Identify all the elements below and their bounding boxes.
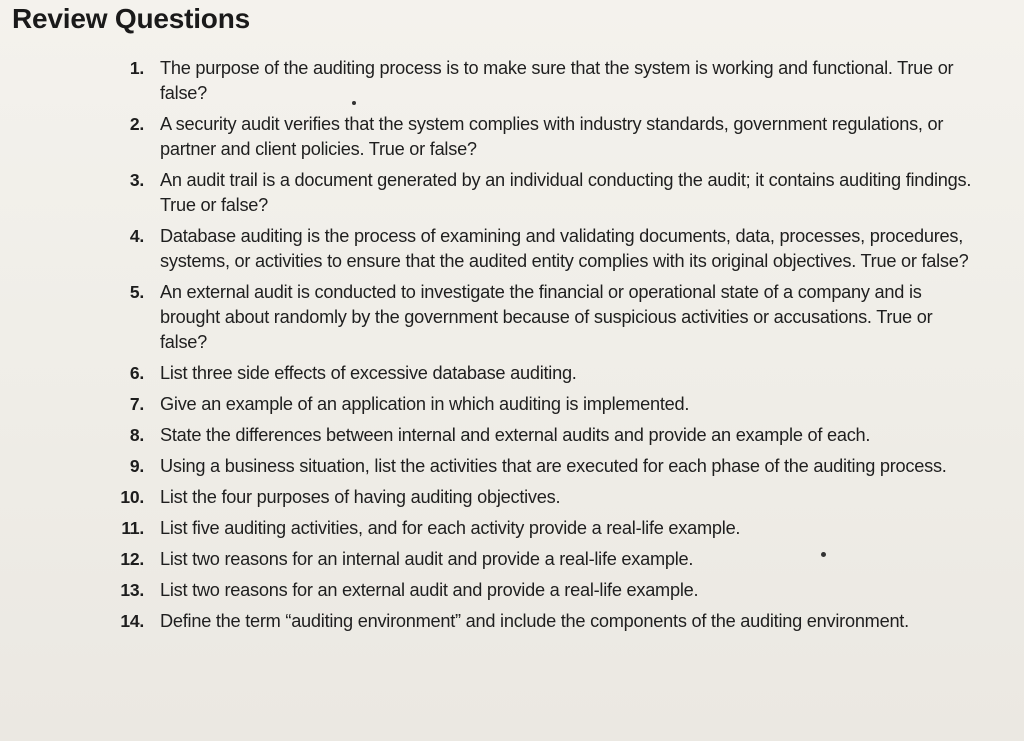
question-text: List the four purposes of having auditing objectives. bbox=[160, 487, 561, 507]
question-item bbox=[100, 454, 990, 479]
question-number: 9. bbox=[129, 456, 144, 476]
question-item bbox=[100, 224, 990, 274]
question-text: List two reasons for an external audit and provide a real-life example. bbox=[160, 580, 699, 600]
question-text: An audit trail is a document generated by an individual conducting the audit; it contains auditing findings. True or false? bbox=[160, 170, 972, 215]
question-item bbox=[100, 361, 990, 386]
question-number: 2. bbox=[129, 114, 144, 134]
question-text: State the differences between internal and external audits and provide an example of each. bbox=[160, 425, 871, 445]
question-item bbox=[100, 578, 990, 603]
question-item bbox=[100, 280, 990, 355]
question-text: Database auditing is the process of examining and validating documents, data, processes, procedures, systems, or activities to ensure that the audited entity complies with its original objectives. True or false? bbox=[160, 226, 969, 271]
question-number: 13. bbox=[120, 580, 144, 600]
question-number: 11. bbox=[121, 518, 144, 538]
question-number: 6. bbox=[129, 363, 144, 383]
question-item bbox=[100, 392, 990, 417]
question-number: 7. bbox=[129, 394, 144, 414]
question-item bbox=[100, 56, 990, 106]
page-title: Review Questions bbox=[12, 3, 250, 34]
question-number: 14. bbox=[120, 611, 144, 631]
question-item bbox=[100, 168, 990, 218]
question-text: Give an example of an application in which auditing is implemented. bbox=[160, 394, 690, 414]
question-number: 5. bbox=[129, 282, 144, 302]
question-text: An external audit is conducted to investigate the financial or operational state of a company and is brought about randomly by the government because of suspicious activities or accusations. True or false? bbox=[160, 282, 933, 352]
question-text: A security audit verifies that the system complies with industry standards, government regulations, or partner and client policies. True or false? bbox=[160, 114, 944, 159]
question-number: 3. bbox=[129, 170, 144, 190]
scan-speck bbox=[352, 101, 356, 105]
question-number: 1. bbox=[129, 58, 144, 78]
question-item bbox=[100, 609, 990, 634]
question-number: 12. bbox=[120, 549, 144, 569]
question-item bbox=[100, 516, 990, 541]
scan-speck bbox=[821, 552, 826, 557]
question-list bbox=[100, 56, 990, 640]
question-item bbox=[100, 547, 990, 572]
question-text: List three side effects of excessive database auditing. bbox=[160, 363, 577, 383]
question-text: List two reasons for an internal audit and provide a real-life example. bbox=[160, 549, 694, 569]
question-number: 8. bbox=[129, 425, 144, 445]
question-text: Using a business situation, list the activities that are executed for each phase of the auditing process. bbox=[160, 456, 947, 476]
question-item bbox=[100, 112, 990, 162]
question-number: 10. bbox=[120, 487, 144, 507]
question-number: 4. bbox=[129, 226, 144, 246]
question-text: List five auditing activities, and for each activity provide a real-life example. bbox=[160, 518, 741, 538]
question-item bbox=[100, 423, 990, 448]
question-item bbox=[100, 485, 990, 510]
question-text: The purpose of the auditing process is to make sure that the system is working and functional. True or false? bbox=[160, 58, 954, 103]
question-text: Define the term “auditing environment” and include the components of the auditing environment. bbox=[160, 611, 909, 631]
